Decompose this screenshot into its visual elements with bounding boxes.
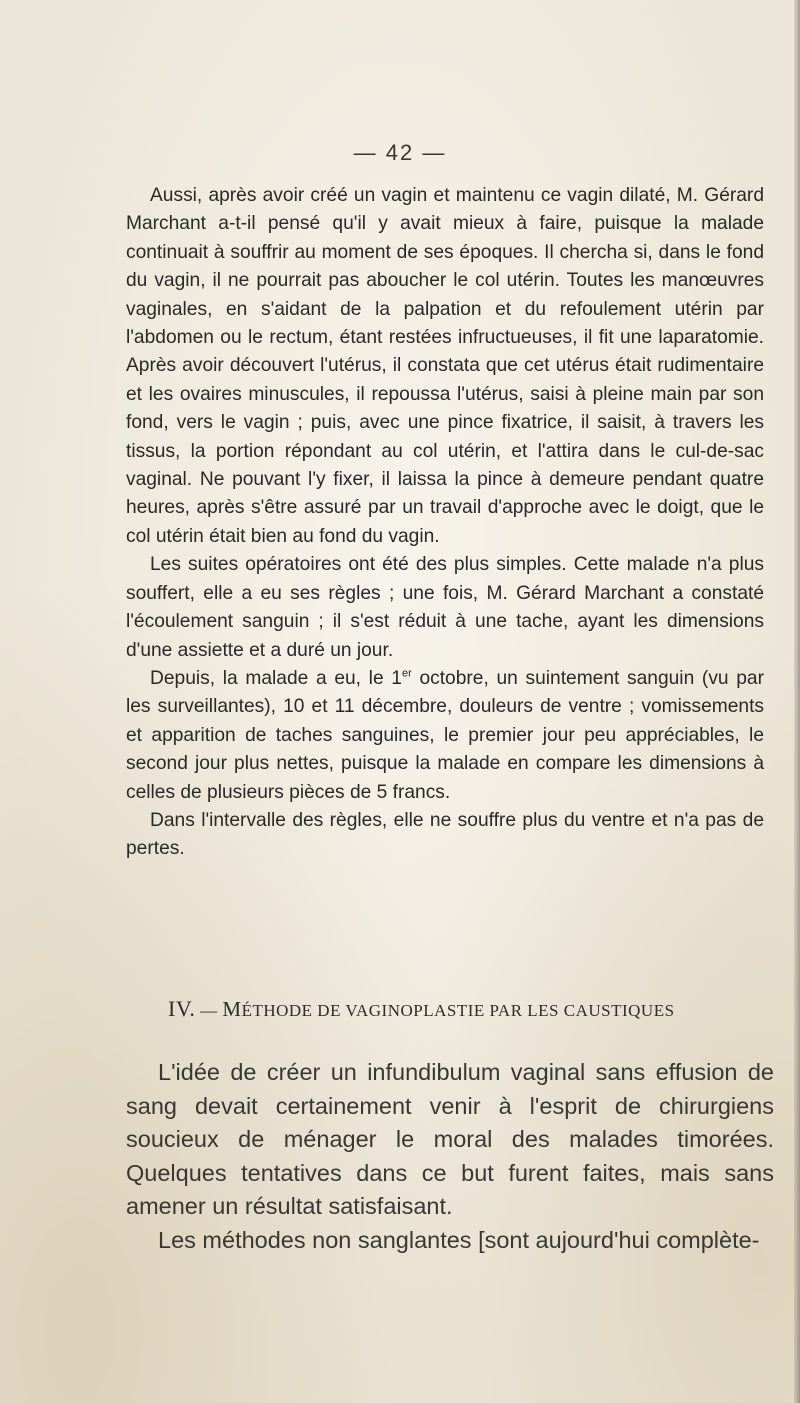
section-initial: M xyxy=(222,997,242,1021)
page-number: — 42 — xyxy=(353,140,447,165)
section-dash: — xyxy=(195,1001,223,1020)
paragraph-methodes: Les méthodes non sanglantes [sont aujourd'hui complète- xyxy=(158,1226,760,1253)
section-heading xyxy=(168,996,768,1022)
page-edge xyxy=(794,0,800,1403)
paragraph-intervalle: Dans l'intervalle des règles, elle ne souffre plus du ventre et n'a pas de pertes. xyxy=(126,809,764,860)
paragraph-idee: L'idée de créer un infundibulum vaginal sans effusion de sang devait certainement venir à l'esprit de chirurgiens soucieux de ménager le moral des malades timorées. Quelques tentatives dans ce but furent faites, mais sans amener un résultat satisfaisant. xyxy=(126,1059,774,1219)
ordinal-superscript: er xyxy=(401,667,412,680)
depuis-text-start: Depuis, la malade a eu, le 1 xyxy=(150,667,402,689)
paragraph-suites: Les suites opératoires ont été des plus simples. Cette malade n'a plus souffert, elle a eu ses règles ; une fois, M. Gérard Marchant a constaté l'écoulement sanguin ; il s'est réduit à une tache, ayant les dimensions d'une assiette et a duré un jour. xyxy=(126,554,764,661)
section-body xyxy=(126,1056,774,1257)
depuis-text-end: octobre, un suintement sanguin (vu par les surveillantes), 10 et 11 décembre, douleurs de ventre ; vomissements et apparition de taches sanguines, le premier jour peu appréciables, le second jour plus nettes, puisque la malade en compare les dimensions à celles de plusieurs pièces de 5 francs. xyxy=(126,667,764,803)
body-text xyxy=(126,182,764,864)
paragraph-aussi: Aussi, après avoir créé un vagin et maintenu ce vagin dilaté, M. Gérard Marchant a-t-il pensé qu'il y avait mieux à faire, puisque la malade continuait à souffrir au moment de ses époques. Il chercha si, dans le fond du vagin, il ne pourrait pas aboucher le col utérin. Toutes les manœuvres vaginales, en s'aidant de la palpation et du refoulement utérin par l'abdomen ou le rectum, étant restées infructueuses, il fit une laparatomie. Après avoir découvert l'utérus, il constata que cet utérus était rudimentaire et les ovaires minuscules, il repoussa l'utérus, saisi à pleine main par son fond, vers le vagin ; puis, avec une pince fixatrice, il saisit, à travers les tissus, la portion répondant au col utérin, et l'attira dans le cul-de-sac vaginal. Ne pouvant l'y fixer, il laissa la pince à demeure pendant quatre heures, après s'être assuré par un travail d'approche avec le doigt, que le col utérin était bien au fond du vagin. xyxy=(126,185,764,547)
section-number: IV. xyxy=(168,996,196,1021)
paragraph-depuis xyxy=(126,665,764,807)
section-title: ÉTHODE DE VAGINOPLASTIE PAR LES CAUSTIQUES xyxy=(241,1001,675,1020)
